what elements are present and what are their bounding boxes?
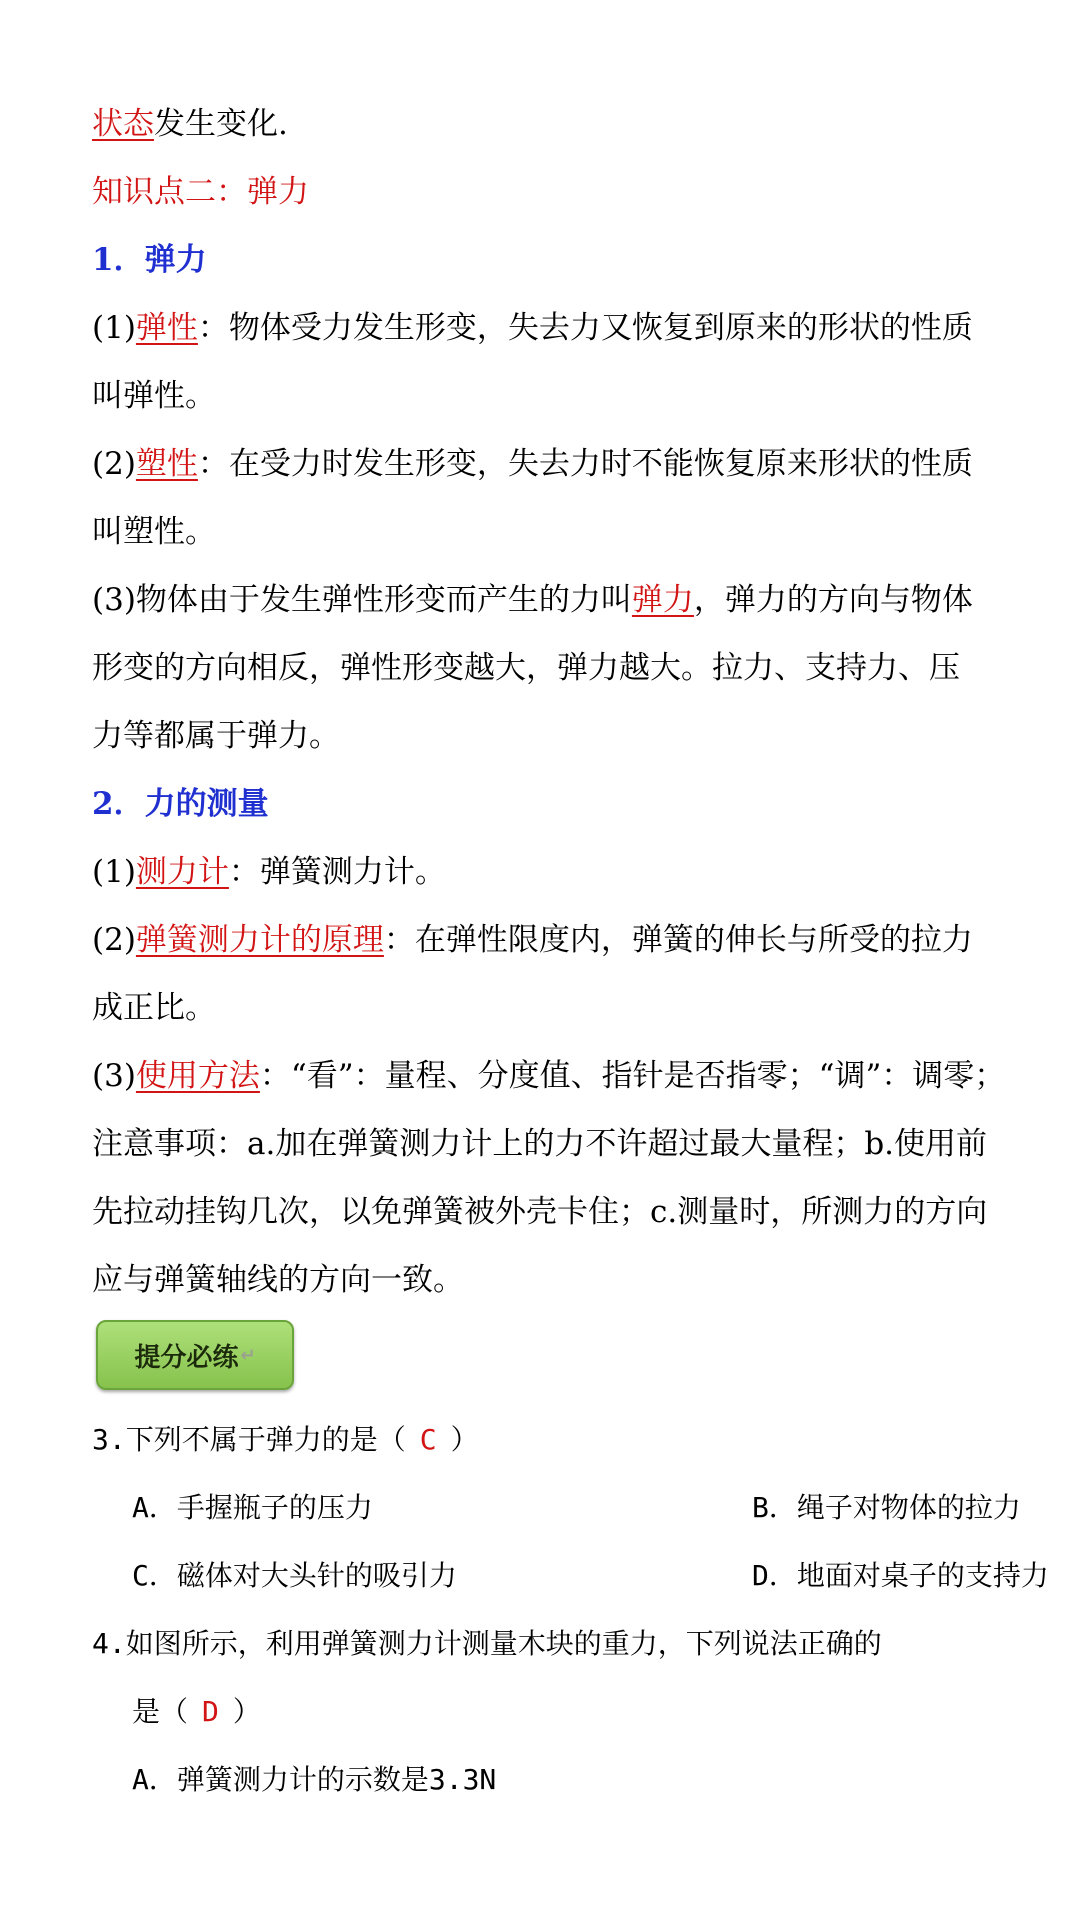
answer: C bbox=[419, 1423, 437, 1456]
text: 发生变化. bbox=[154, 106, 288, 142]
question-4-stem-line2 bbox=[132, 1692, 261, 1732]
key-term: 测力计 bbox=[135, 854, 229, 890]
item-number: (3) bbox=[92, 1058, 136, 1094]
option-c: C．磁体对大头针的吸引力 bbox=[132, 1559, 457, 1592]
item-number: (1) bbox=[92, 854, 136, 890]
paragraph-usage-line2: 注意事项：a.加在弹簧测力计上的力不许超过最大量程；b.使用前 bbox=[92, 1126, 988, 1162]
option-b: B．绳子对物体的拉力 bbox=[752, 1491, 1021, 1524]
question-text: ） bbox=[450, 1423, 479, 1456]
paragraph-principle-line2: 成正比。 bbox=[92, 990, 216, 1026]
paragraph-elastic-force-line2: 形变的方向相反，弹性形变越大，弹力越大。拉力、支持力、压 bbox=[92, 650, 960, 686]
answer: D bbox=[202, 1695, 219, 1728]
item-number: (3) bbox=[92, 582, 136, 618]
key-term: 弹性 bbox=[135, 310, 198, 346]
key-term: 使用方法 bbox=[135, 1058, 260, 1094]
subheading-elasticity: 1．弹力 bbox=[92, 242, 207, 278]
question-text: ） bbox=[232, 1695, 261, 1728]
paragraph-principle-line1 bbox=[92, 920, 973, 960]
text: 物体由于发生弹性形变而产生的力叫 bbox=[135, 582, 632, 618]
question-4-stem-line1: 4.如图所示，利用弹簧测力计测量木块的重力，下列说法正确的 bbox=[92, 1627, 882, 1660]
text: ：物体受力发生形变，失去力又恢复到原来的形状的性质 bbox=[197, 310, 973, 346]
key-term: 塑性 bbox=[135, 446, 198, 482]
item-number: (2) bbox=[92, 446, 136, 482]
question-text: 是（ bbox=[132, 1695, 189, 1728]
paragraph-dynamometer bbox=[92, 852, 446, 892]
key-term: 状态 bbox=[92, 106, 154, 142]
paragraph-elasticity-line2: 叫弹性。 bbox=[92, 378, 216, 414]
text: ：弹簧测力计。 bbox=[228, 854, 446, 890]
text: ，弹力的方向与物体 bbox=[693, 582, 973, 618]
question-text: 3.下列不属于弹力的是（ bbox=[92, 1423, 406, 1456]
question-4-option-a: A．弹簧测力计的示数是3.3N bbox=[132, 1763, 497, 1796]
practice-badge bbox=[96, 1320, 294, 1390]
key-term: 弹簧测力计的原理 bbox=[135, 922, 384, 958]
paragraph-plasticity-line2: 叫塑性。 bbox=[92, 514, 216, 550]
paragraph-elastic-force-line1 bbox=[92, 580, 973, 620]
return-mark-icon: ↵ bbox=[240, 1344, 256, 1366]
question-3-stem bbox=[92, 1420, 479, 1460]
paragraph-plasticity-line1 bbox=[92, 444, 973, 484]
item-number: (2) bbox=[92, 922, 136, 958]
question-3-options-row1 bbox=[132, 1488, 1032, 1528]
text: ：在弹性限度内，弹簧的伸长与所受的拉力 bbox=[383, 922, 973, 958]
paragraph-elasticity-line1 bbox=[92, 308, 996, 348]
intro-line bbox=[92, 104, 288, 144]
paragraph-elastic-force-line3: 力等都属于弹力。 bbox=[92, 718, 340, 754]
question-3-options-row2 bbox=[132, 1556, 1049, 1596]
section-title: 知识点二：弹力 bbox=[92, 174, 309, 210]
item-number: (1) bbox=[92, 310, 136, 346]
badge-label: 提分必练 bbox=[134, 1342, 239, 1373]
text: ：在受力时发生形变，失去力时不能恢复原来形状的性质 bbox=[197, 446, 973, 482]
subheading-measurement: 2．力的测量 bbox=[92, 786, 269, 822]
paragraph-usage-line4: 应与弹簧轴线的方向一致。 bbox=[92, 1262, 464, 1298]
text: ：“看”：量程、分度值、指针是否指零；“调”：调零； bbox=[259, 1058, 1006, 1094]
paragraph-usage-line3: 先拉动挂钩几次，以免弹簧被外壳卡住；c.测量时，所测力的方向 bbox=[92, 1194, 988, 1230]
option-a: A．手握瓶子的压力 bbox=[132, 1491, 373, 1524]
paragraph-usage-line1 bbox=[92, 1056, 1005, 1096]
option-d: D．地面对桌子的支持力 bbox=[752, 1559, 1049, 1592]
key-term: 弹力 bbox=[631, 582, 694, 618]
